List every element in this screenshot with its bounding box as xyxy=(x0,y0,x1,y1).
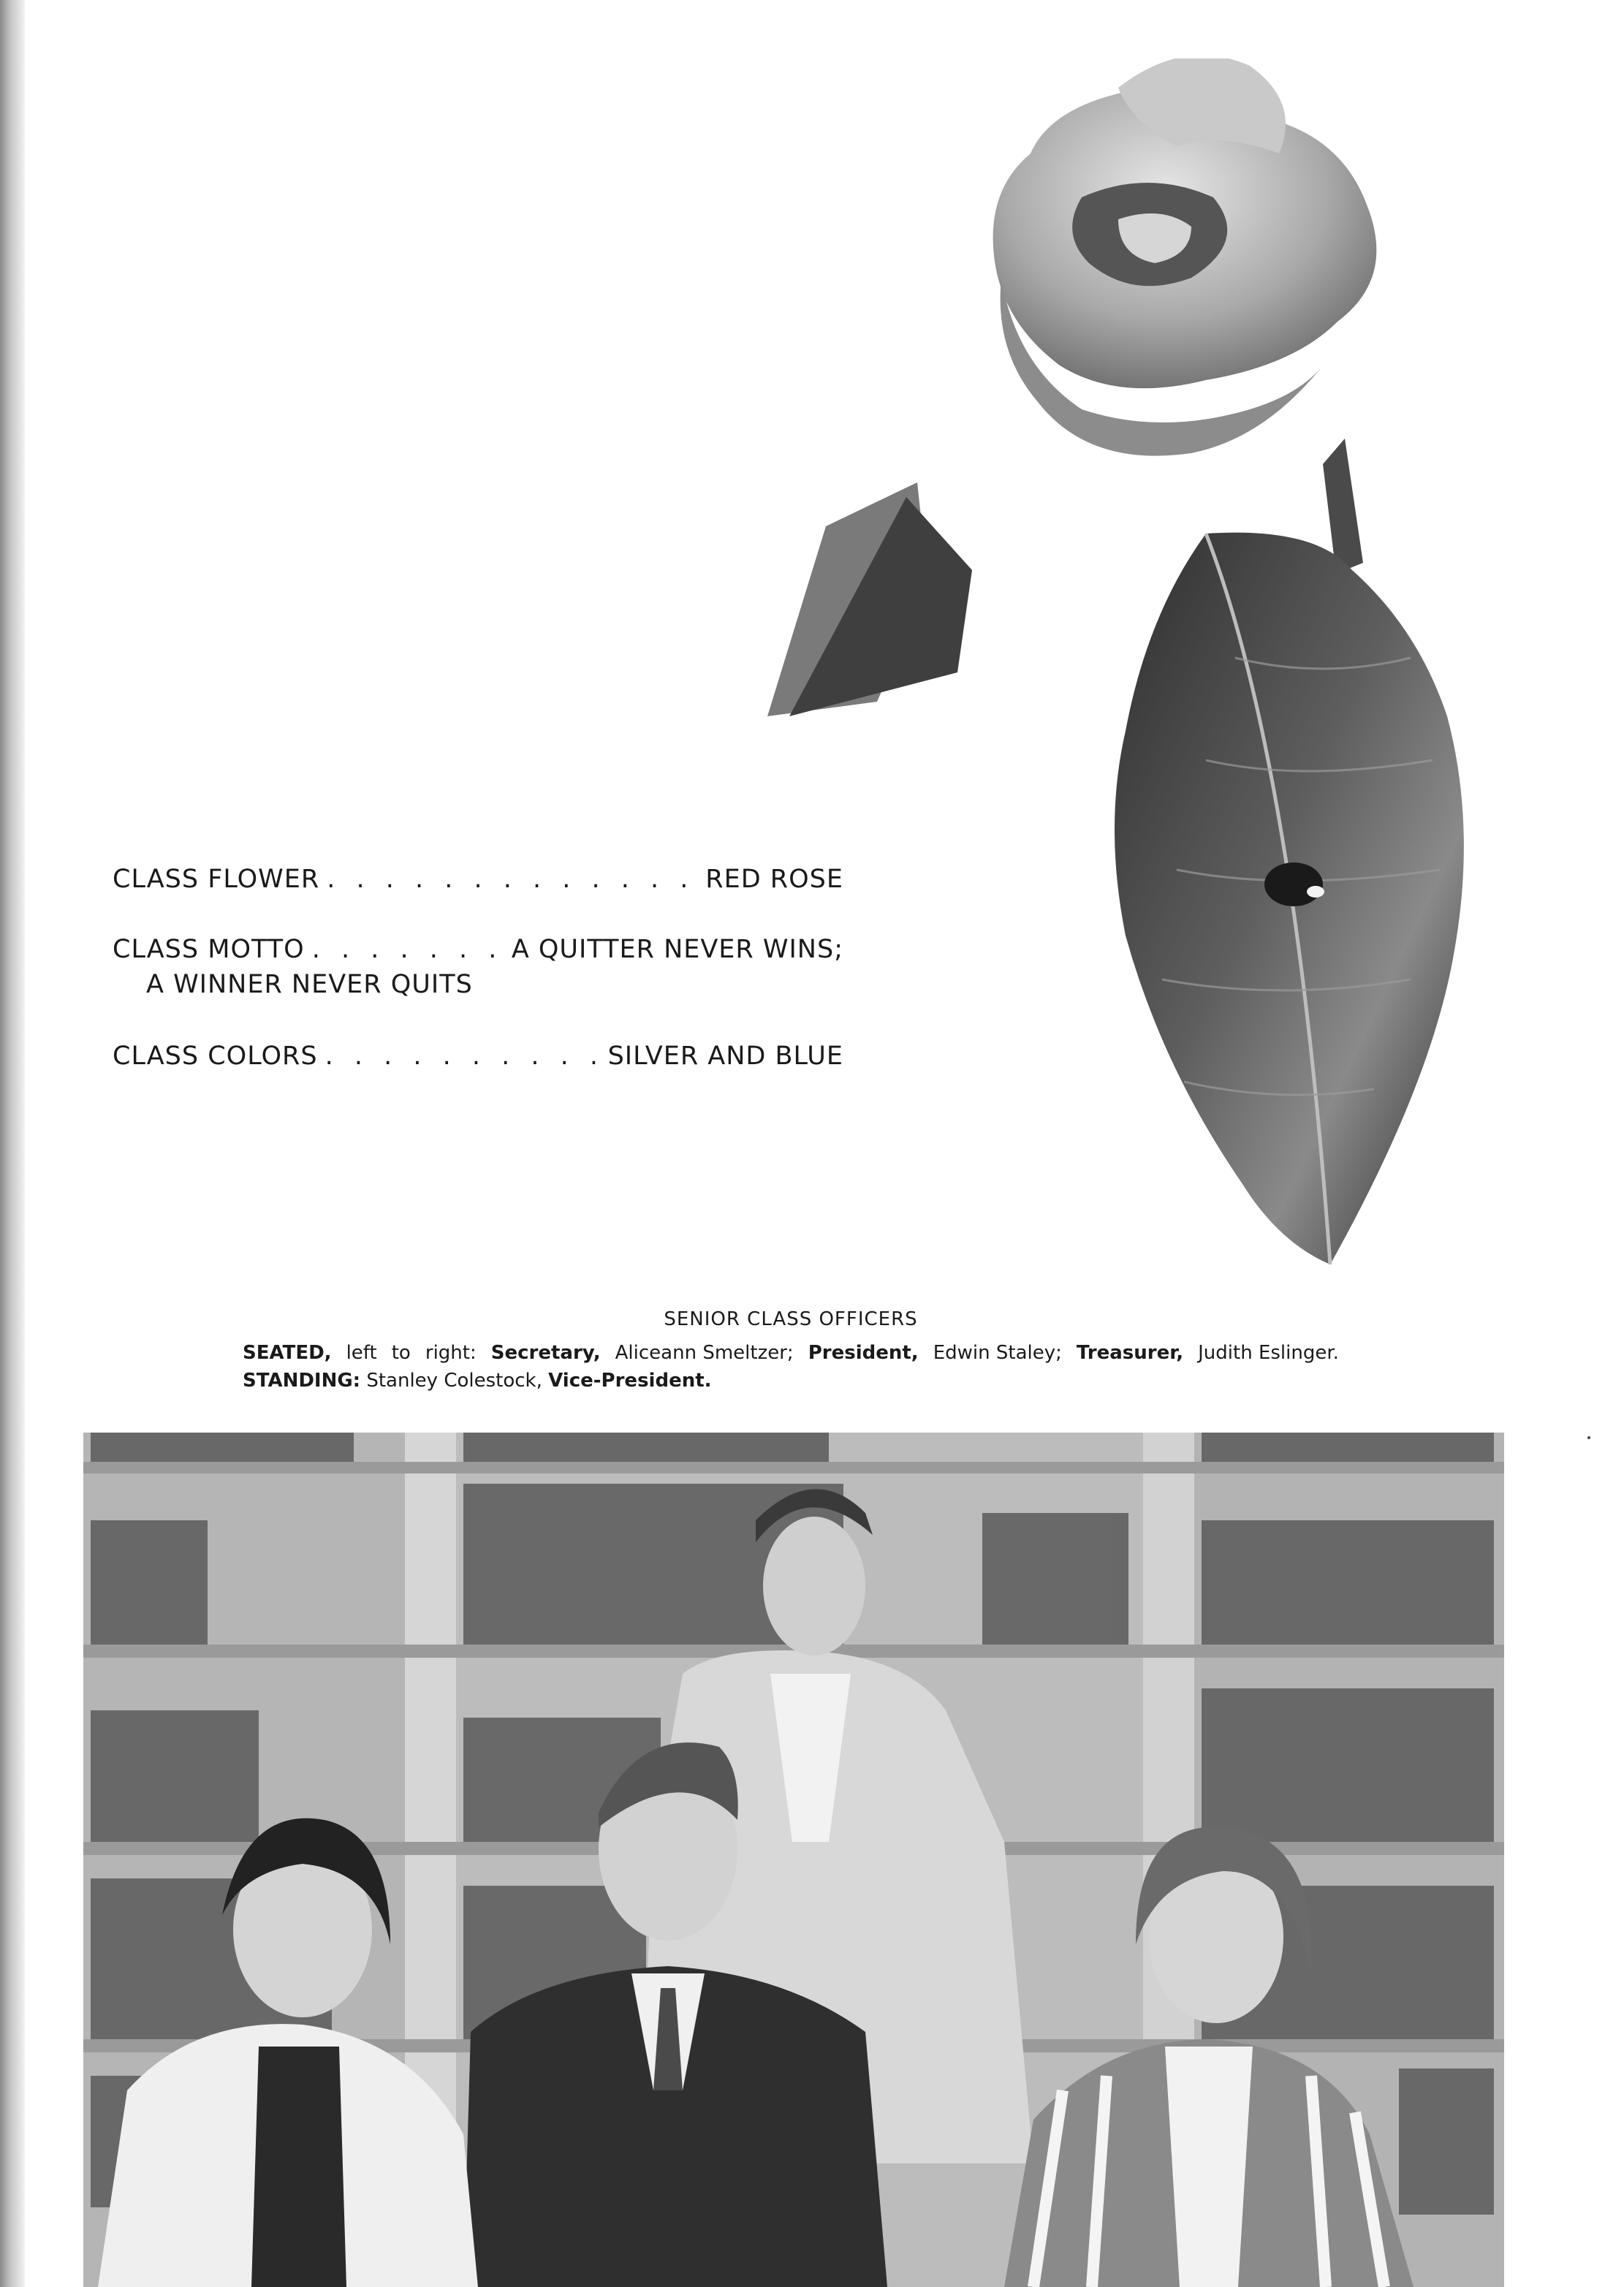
print-speck xyxy=(1587,1436,1590,1439)
dot-leader xyxy=(327,862,698,896)
class-motto-line xyxy=(113,933,843,966)
standing-label: STANDING: xyxy=(243,1370,361,1392)
caption-seated-line xyxy=(243,1339,1339,1367)
photo-caption xyxy=(243,1308,1339,1395)
class-flower-line xyxy=(113,862,843,896)
class-motto-continued: A WINNER NEVER QUITS xyxy=(146,970,473,999)
class-info-block xyxy=(113,862,843,1073)
class-colors-label: CLASS COLORS xyxy=(113,1042,318,1071)
dot-leader xyxy=(325,1039,601,1073)
senior-officers-photo xyxy=(83,1433,1504,2287)
caption-word: right: xyxy=(425,1342,477,1364)
secretary-name: Aliceann Smeltzer; xyxy=(615,1342,794,1364)
class-motto-label: CLASS MOTTO xyxy=(113,935,305,964)
treasurer-name: Judith Eslinger. xyxy=(1198,1342,1339,1364)
class-flower-label: CLASS FLOWER xyxy=(113,865,320,894)
caption-word: to xyxy=(391,1342,411,1364)
president-name: Edwin Staley; xyxy=(933,1342,1062,1364)
class-flower-value: RED ROSE xyxy=(705,865,843,894)
treasurer-label: Treasurer, xyxy=(1076,1342,1184,1364)
seated-label: SEATED, xyxy=(243,1342,332,1364)
caption-word: left xyxy=(346,1342,377,1364)
class-colors-line xyxy=(113,1039,843,1073)
president-label: President, xyxy=(808,1342,919,1364)
red-rose-photo xyxy=(738,58,1549,1286)
page-binding-shadow xyxy=(0,0,25,2287)
class-motto-value: A QUITTER NEVER WINS; xyxy=(511,935,843,964)
secretary-label: Secretary, xyxy=(490,1342,601,1364)
caption-standing-line xyxy=(243,1367,1339,1395)
class-colors-value: SILVER AND BLUE xyxy=(607,1042,843,1071)
standing-name: Stanley Colestock, xyxy=(366,1370,542,1392)
dot-leader xyxy=(312,933,504,966)
vice-president-label: Vice-President. xyxy=(548,1370,712,1392)
caption-title: SENIOR CLASS OFFICERS xyxy=(664,1308,918,1330)
